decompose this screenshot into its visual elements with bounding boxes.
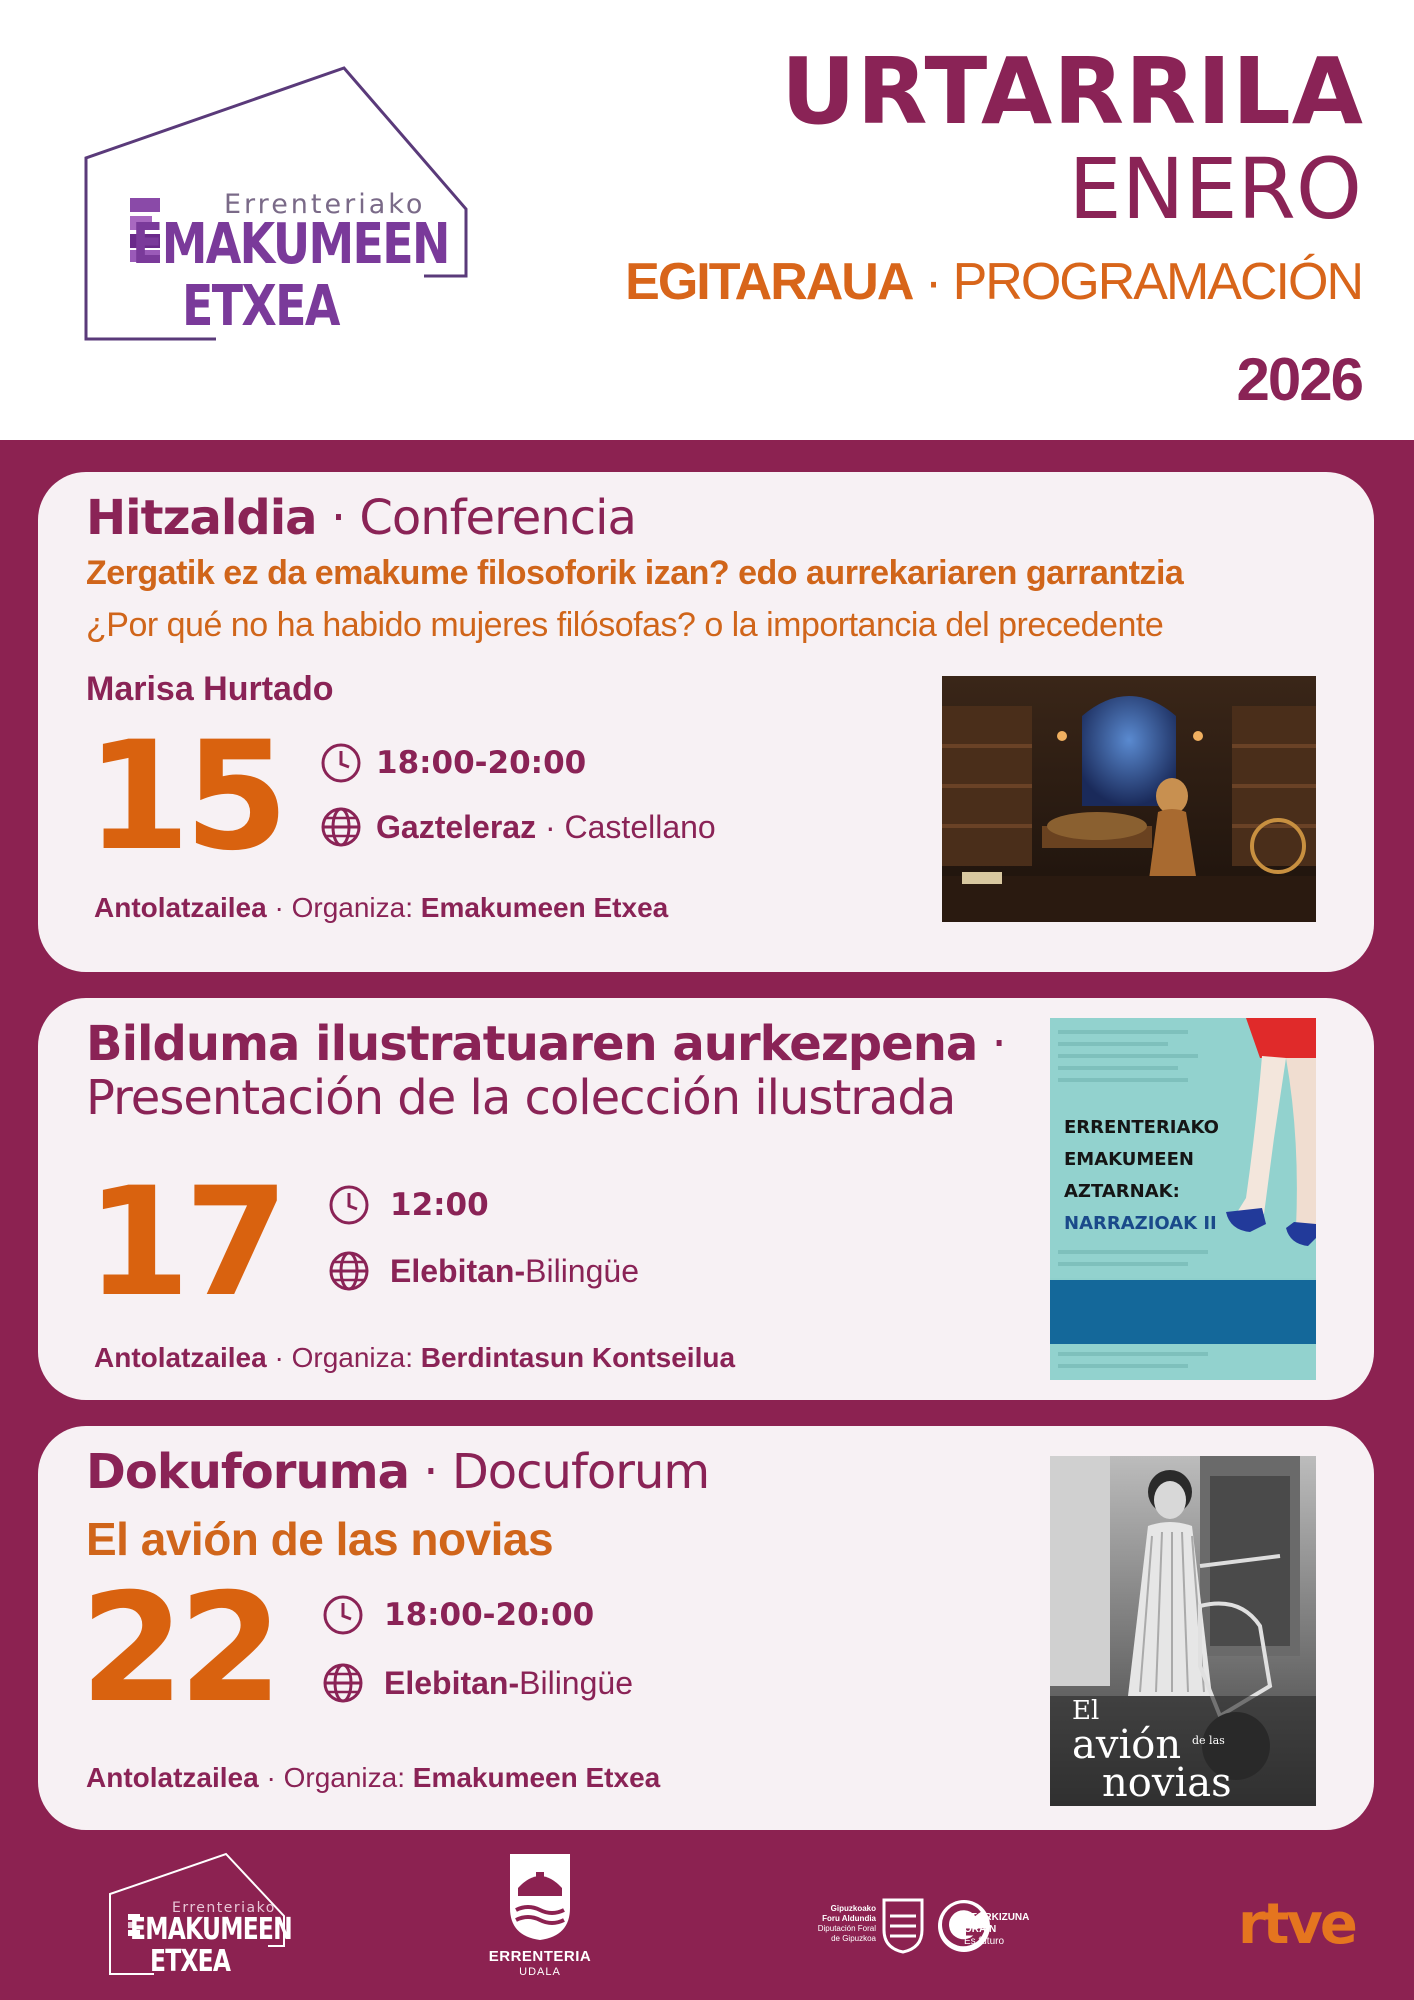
gipuzkoa-logos (812, 1896, 1082, 1966)
poster-line1: El (1072, 1696, 1100, 1726)
header (0, 0, 1414, 440)
event-type (86, 490, 636, 546)
footer-logo-errenteriako: Errenteriako (172, 1900, 276, 1916)
globe-icon (322, 1662, 364, 1704)
rtve-logo: rtve (1238, 1892, 1355, 1957)
event-language-spanish: Castellano (564, 808, 716, 845)
event-day: 22 (80, 1562, 277, 1736)
organizer-label-basque: Antolatzailea (86, 1762, 259, 1793)
clock-icon (320, 742, 362, 784)
gipuzkoa-line1: Gipuzkoako (830, 1904, 876, 1913)
event-organizer (94, 1342, 735, 1374)
gipuzkoa-line2: Foru Aldundia (822, 1914, 876, 1923)
book-cover-line2: EMAKUMEEN (1064, 1149, 1194, 1170)
coat-of-arms-icon (508, 1852, 572, 1942)
gipuzkoa-line4: de Gipuzkoa (831, 1934, 876, 1943)
globe-icon (328, 1250, 370, 1292)
organizer-label-spanish: Organiza: (291, 1342, 421, 1373)
program-separator: · (912, 253, 953, 311)
event-language-spanish: Bilingüe (519, 1664, 633, 1701)
clock-icon (322, 1594, 364, 1636)
event-image-philosopher-library (942, 676, 1316, 922)
event-language-separator: · (536, 808, 565, 845)
logo-emakumeen: EMAKUMEEN (132, 212, 449, 277)
month-spanish: ENERO (1068, 140, 1362, 238)
event-time: 18:00-20:00 (376, 745, 587, 781)
film-title: El avión de las novias (86, 1513, 554, 1565)
event-type-separator: · (409, 1444, 452, 1500)
book-cover-line4: NARRAZIOAK II (1064, 1213, 1217, 1234)
event-language (376, 809, 716, 846)
event-type-separator: · (977, 1016, 1006, 1072)
program-spanish: PROGRAMACIÓN (952, 253, 1362, 311)
globe-icon (320, 806, 362, 848)
gipuzkoa-line3: Diputación Foral (817, 1924, 876, 1933)
event-type-basque: Hitzaldia (86, 490, 317, 546)
gipuzkoa-text (812, 1904, 876, 1944)
event-language-basque: Gazteleraz (376, 808, 537, 845)
etorkizuna-orain-text (964, 1912, 1029, 1948)
errenteria-name: ERRENTERIA (488, 1948, 592, 1965)
organizer-name: Berdintasun Kontseilua (420, 1342, 736, 1373)
etorkizuna-line3: Es futuro (964, 1936, 1005, 1947)
poster-line4: novias (1102, 1760, 1232, 1806)
event-language-row (322, 1662, 633, 1704)
event-type-basque: Bilduma ilustratuaren aurkezpena (86, 1016, 978, 1072)
event-type (86, 1444, 709, 1500)
organizer-name: Emakumeen Etxea (420, 892, 669, 923)
book-cover-line3: AZTARNAK: (1064, 1181, 1180, 1202)
event-day: 17 (86, 1156, 283, 1330)
logo-etxea: ETXEA (182, 274, 339, 339)
footer-emakumeen-etxea-logo (108, 1850, 292, 1980)
errenteria-udala: UDALA (519, 1966, 561, 1978)
program-title (625, 252, 1362, 312)
speaker-name: Marisa Hurtado (86, 670, 334, 708)
event-time-row (328, 1184, 489, 1226)
program-basque: EGITARAUA (625, 253, 913, 311)
book-cover-title (1064, 1112, 1219, 1240)
event-type-basque: Dokuforuma (86, 1444, 410, 1500)
event-language-basque: Elebitan- (384, 1664, 520, 1701)
book-cover-line1: ERRENTERIAKO (1064, 1117, 1219, 1138)
emakumeen-etxea-logo (84, 64, 472, 349)
event-type-separator: · (316, 490, 360, 546)
event-language-row (320, 806, 716, 848)
event-time: 18:00-20:00 (384, 1597, 595, 1633)
film-poster-image (1050, 1456, 1316, 1806)
organizer-name: Emakumeen Etxea (412, 1762, 661, 1793)
event-language-basque: Elebitan- (390, 1252, 526, 1289)
event-language (384, 1665, 633, 1702)
event-language (390, 1253, 639, 1290)
clock-icon (328, 1184, 370, 1226)
event-type-spanish: Presentación de la colección ilustrada (86, 1070, 956, 1126)
event-language-spanish: Bilingüe (525, 1252, 639, 1289)
organizer-separator: · (258, 1762, 284, 1793)
book-cover-image (1050, 1018, 1316, 1380)
organizer-separator: · (266, 1342, 292, 1373)
event-type (86, 1016, 1006, 1072)
month-basque: URTARRILA (781, 38, 1364, 145)
etorkizuna-line1: ETORKIZUNA (964, 1912, 1030, 1923)
event-title-spanish: ¿Por qué no ha habido mujeres filósofas? o la importancia del precedente (86, 606, 1164, 644)
event-type-spanish: Docuforum (451, 1444, 710, 1500)
poster-line2: avión (1072, 1722, 1182, 1768)
organizer-label-spanish: Organiza: (283, 1762, 413, 1793)
event-time-row (322, 1594, 594, 1636)
footer-logo-etxea: ETXEA (150, 1944, 231, 1979)
event-title-basque: Zergatik ez da emakume filosoforik izan? edo aurrekariaren garrantzia (86, 554, 1184, 592)
organizer-label-basque: Antolatzailea (94, 892, 267, 923)
event-type-spanish: Conferencia (359, 490, 636, 546)
organizer-label-basque: Antolatzailea (94, 1342, 267, 1373)
year: 2026 (1236, 346, 1362, 413)
organizer-separator: · (266, 892, 292, 923)
event-time: 12:00 (390, 1187, 489, 1223)
logo-errenteriako: Errenteriako (224, 189, 426, 220)
event-time-row (320, 742, 586, 784)
etorkizuna-line2: ORAIN (964, 1924, 997, 1935)
organizer-label-spanish: Organiza: (291, 892, 421, 923)
footer-logo-emakumeen: EMAKUMEEN (130, 1912, 292, 1947)
event-day: 15 (86, 710, 283, 884)
event-language-row (328, 1250, 639, 1292)
poster-line3: de las (1192, 1734, 1225, 1747)
event-organizer (86, 1762, 660, 1794)
event-organizer (94, 892, 668, 924)
errenteria-udala-logo (480, 1852, 600, 1984)
